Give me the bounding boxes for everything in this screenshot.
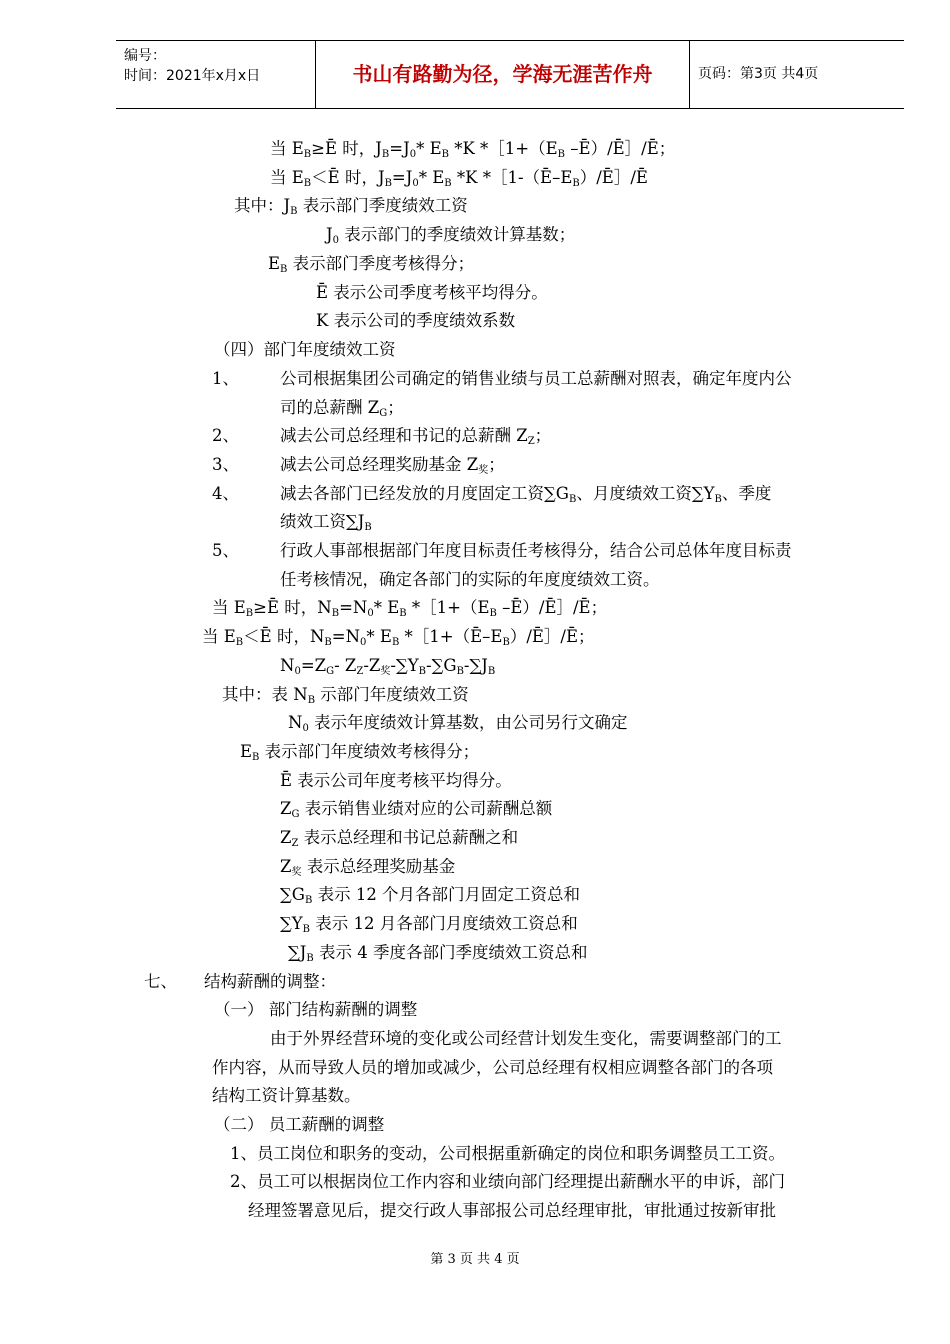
paragraph-line: 作内容，从而导致人员的增加或减少，公司总经理有权相应调整各部门的各项 (212, 1058, 773, 1077)
definition-line: $\sum Y_B$ 表示 12 月各部门月度绩效工资总和 (280, 914, 578, 935)
definition-line: Ē 表示公司年度考核平均得分。 (280, 771, 512, 790)
list-item-text: 减去各部门已经发放的月度固定工资$\sum G_B$、月度绩效工资$\sum Y_B$、季度 (280, 484, 772, 505)
list-item-text: 司的总薪酬 $Z_G$； (280, 398, 404, 419)
paragraph-line: 由于外界经营环境的变化或公司经营计划发生变化，需要调整部门的工 (270, 1029, 782, 1048)
list-number: 2、 (212, 426, 239, 445)
paragraph-line: 结构工资计算基数。 (212, 1086, 361, 1105)
header-motto: 书山有路勤为径，学海无涯苦作舟 (352, 62, 653, 86)
definition-line: $Z_G$ 表示销售业绩对应的公司薪酬总额 (280, 799, 553, 820)
subsection-heading: （二） 员工薪酬的调整 (214, 1115, 385, 1134)
definition-line: 其中：$J_B$ 表示部门季度绩效工资 (234, 196, 468, 217)
serial-label: 编号： (124, 48, 166, 64)
definition-line: $\sum J_B$ 表示 4 季度各部门季度绩效工资总和 (288, 943, 588, 964)
definition-line: $\sum G_B$ 表示 12 个月各部门月固定工资总和 (280, 885, 581, 906)
paragraph-line: 2、员工可以根据岗位工作内容和业绩向部门经理提出薪酬水平的申诉，部门 (230, 1172, 785, 1191)
definition-line: $E_B$ 表示部门年度绩效考核得分； (240, 742, 480, 763)
list-item-text: 任考核情况，确定各部门的实际的年度度绩效工资。 (280, 570, 660, 589)
section-heading: 结构薪酬的调整： (204, 972, 336, 991)
list-item-text: 公司根据集团公司确定的销售业绩与员工总薪酬对照表，确定年度内公 (280, 369, 792, 388)
definition-line: Ē 表示公司季度考核平均得分。 (316, 283, 548, 302)
page-footer: 第 3 页 共 4 页 (430, 1252, 520, 1267)
list-item-text: 行政人事部根据部门年度目标责任考核得分，结合公司总体年度目标责 (280, 541, 792, 560)
definition-line: $J_0$ 表示部门的季度绩效计算基数； (326, 225, 576, 246)
header-page-code: 页码：第3页 共4页 (698, 66, 819, 82)
list-number: 3、 (212, 455, 239, 474)
annual-formula-low: 当 $E_B<Ē$ 时，$N_B=N_0*$ $E_B$ $*[1+(Ē-E_B)/Ē]/Ē$； (202, 627, 595, 648)
list-number: 5、 (212, 541, 239, 560)
section-number: 七、 (144, 972, 177, 991)
paragraph-line: 经理签署意见后，提交行政人事部报公司总经理审批，审批通过按新审批 (248, 1201, 776, 1220)
definition-line: K 表示公司的季度绩效系数 (316, 311, 516, 330)
paragraph-line: 1、员工岗位和职务的变动，公司根据重新确定的岗位和职务调整员工工资。 (230, 1144, 785, 1163)
header-divider (689, 41, 690, 108)
list-item-text: 减去公司总经理奖励基金 $Z_奖$； (280, 455, 505, 476)
time-label: 时间：2021年x月x日 (124, 68, 261, 84)
definition-line: $Z_奖$ 表示总经理奖励基金 (280, 857, 456, 878)
header-meta (116, 41, 314, 108)
list-item-text: 绩效工资$\sum J_B$ (280, 512, 372, 533)
quarterly-formula-high: 当 $E_B\ge Ē$ 时，$J_B=J_0*$ $E_B$ *K $*[1+(E_B$ –Ē）/Ē］/Ē； (270, 139, 676, 160)
list-number: 4、 (212, 484, 239, 503)
page-header (116, 40, 904, 109)
list-number: 1、 (212, 369, 239, 388)
definition-line: $Z_Z$ 表示总经理和书记总薪酬之和 (280, 828, 519, 849)
definition-line: $E_B$ 表示部门季度考核得分； (268, 254, 475, 275)
annual-base-formula: $N_0=Z_G-$ $Z_Z-Z_奖-\sum Y_B-\sum G_B-\sum J_B$ (280, 656, 496, 677)
definition-line: 其中：表 $N_B$ 示部门年度绩效工资 (222, 685, 469, 706)
list-item-text: 减去公司总经理和书记的总薪酬 $Z_Z$； (280, 426, 552, 447)
subsection-heading: （一） 部门结构薪酬的调整 (214, 1000, 418, 1019)
definition-line: $N_0$ 表示年度绩效计算基数，由公司另行文确定 (288, 713, 628, 734)
section-heading: （四）部门年度绩效工资 (214, 340, 396, 359)
quarterly-formula-low: 当 $E_B<Ē$ 时，$J_B=J_0*$ $E_B$ *K $*[1-(Ē-E_B)/Ē]/Ē$ (270, 168, 648, 189)
annual-formula-high: 当 $E_B\ge Ē$ 时，$N_B=N_0*$ $E_B$ $*[1+(E_B$ –Ē）/Ē］/Ē； (212, 598, 608, 619)
